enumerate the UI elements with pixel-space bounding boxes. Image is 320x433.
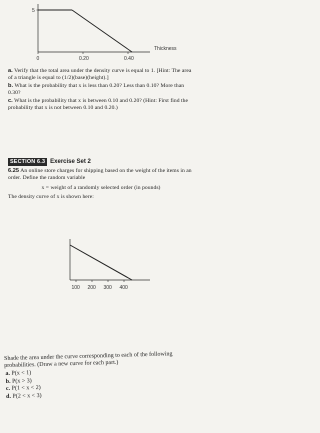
x-tick-label: 200 [87, 285, 96, 291]
exercise-6-25 [8, 168, 194, 202]
x-tick-label: 0.20 [79, 56, 89, 62]
shading-exercise [4, 351, 199, 401]
probability-part: c. P(1 < x < 2) [5, 385, 41, 393]
y-tick-label: 5 [32, 8, 35, 14]
section-title: Exercise Set 2 [50, 159, 91, 165]
density-intro: The density curve of x is shown here: [8, 193, 94, 200]
question-item: c. What is the probability that x is between 0.10 and 0.20? (Hint: First find the probability that x is not between 0.10 and 0.20.) [8, 98, 188, 112]
probability-part: d. P(2 < x < 3) [6, 392, 42, 400]
section-badge: SECTION 6.3 [10, 159, 46, 165]
x-axis-label: Thickness [154, 46, 177, 52]
section-heading [8, 158, 91, 166]
question-item: b. What is the probability that x is less than 0.20? Less than 0.10? More than 0.30? [8, 83, 185, 97]
variable-definition: x = weight of a randomly selected order (in pounds) [41, 184, 161, 191]
x-tick-label: 0 [36, 56, 40, 62]
shading-instructions: Shade the area under the curve corresponding to each of the following probabilities. (Draw a new curve for each part.) [4, 351, 173, 370]
exercise-number: 6.25 [8, 168, 20, 174]
thickness-density-graph [0, 0, 200, 64]
density-line [72, 10, 132, 52]
x-tick-label: 100 [71, 285, 80, 291]
x-tick-label: 0.40 [124, 56, 134, 62]
probability-part: b. P(x > 3) [5, 377, 32, 385]
x-tick-label: 400 [119, 285, 128, 291]
x-tick-label: 300 [103, 285, 112, 291]
exercise-paragraph: 6.25 An online store charges for shipping based on the weight of the items in an order. Define the random variable [8, 168, 192, 182]
weight-density-graph [0, 236, 200, 296]
probability-part: a. P(x < 1) [5, 370, 32, 378]
question-item: a. Verify that the total area under the density curve is equal to 1. [Hint: The area of a triangle is equal to (1/2)(base)(height).] [8, 68, 192, 82]
question-list [8, 68, 194, 113]
density-line [70, 245, 132, 280]
